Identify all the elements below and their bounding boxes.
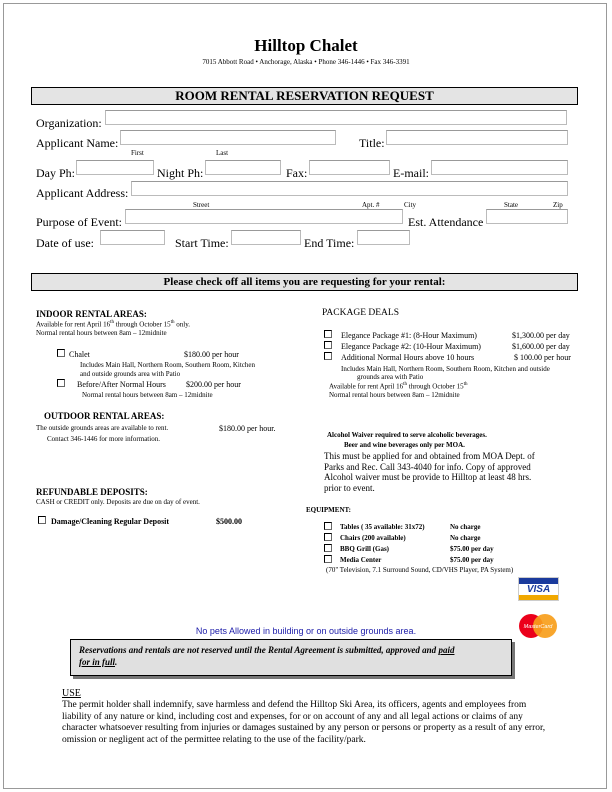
chalet-price: $180.00 per hour — [184, 350, 239, 359]
reservation-notice: Reservations and rentals are not reserved until the Rental Agreement is submitted, approved and paid for in full. — [70, 639, 512, 676]
damage-deposit-checkbox[interactable] — [38, 516, 46, 524]
applicant-address-label: Applicant Address: — [36, 186, 129, 200]
damage-deposit-price: $500.00 — [216, 517, 242, 526]
package-1-label: Elegance Package #1: (8-Hour Maximum) — [341, 331, 477, 340]
city-hint: City — [404, 201, 417, 209]
page-title: Hilltop Chalet — [254, 36, 358, 55]
package-2-checkbox[interactable] — [324, 341, 332, 349]
package-availability: Available for rent April 16th through October 15th — [329, 382, 468, 391]
chalet-desc-1: Includes Main Hall, Northern Room, Southern Room, Kitchen — [80, 361, 255, 369]
organization-label: Organization: — [36, 116, 102, 130]
package-desc-1: Includes Main Hall, Northern Room, Southern Room, Kitchen and outside — [341, 365, 550, 373]
alcohol-heading-2: Beer and wine beverages only per MOA. — [344, 441, 465, 449]
day-phone-field[interactable] — [76, 160, 154, 175]
state-hint: State — [504, 201, 518, 209]
package-desc-2: grounds area with Patio — [357, 373, 424, 381]
deposits-line-1: CASH or CREDIT only. Deposits are due on day of event. — [36, 498, 200, 506]
alcohol-heading-1: Alcohol Waiver required to serve alcoholic beverages. — [327, 431, 487, 439]
package-1-price: $1,300.00 per day — [512, 331, 570, 340]
additional-hours-price: $ 100.00 per hour — [514, 353, 571, 362]
mastercard-wordmark: MasterCard — [523, 624, 553, 630]
use-paragraph: The permit holder shall indemnify, save harmless and defend the Hilltop Ski Area, its officers, agents and employees from liability of any nature or kind, including cost and expenses, for or on account of any and all legal actions or claims of any character whatsoever resulting from injuries or damages sustained by any person or persons or property as a result of any error, omission or negligent act of the permittee relating to the use of the facility/park. — [62, 700, 546, 745]
zip-hint: Zip — [553, 201, 563, 209]
chairs-checkbox[interactable] — [324, 533, 332, 541]
chalet-label: Chalet — [69, 350, 90, 359]
start-time-label: Start Time: — [175, 236, 229, 250]
tables-label: Tables ( 35 available: 31x72) — [340, 523, 425, 531]
form-title-band: ROOM RENTAL RESERVATION REQUEST — [31, 87, 578, 105]
date-of-use-label: Date of use: — [36, 236, 94, 250]
additional-hours-checkbox[interactable] — [324, 352, 332, 360]
package-1-checkbox[interactable] — [324, 330, 332, 338]
additional-hours-label: Additional Normal Hours above 10 hours — [341, 353, 475, 362]
est-attendance-label: Est. Attendance — [408, 215, 484, 229]
packages-heading: PACKAGE DEALS — [322, 308, 399, 318]
bbq-checkbox[interactable] — [324, 544, 332, 552]
organization-field[interactable] — [105, 110, 567, 125]
media-center-checkbox[interactable] — [324, 555, 332, 563]
est-attendance-field[interactable] — [486, 209, 568, 224]
chalet-checkbox[interactable] — [57, 349, 65, 357]
night-phone-label: Night Ph: — [157, 166, 204, 180]
visa-logo: VISA — [518, 577, 559, 601]
media-center-label: Media Center — [340, 556, 382, 564]
applicant-address-field[interactable] — [131, 181, 568, 196]
before-after-hours: Normal rental hours between 8am – 12midnite — [82, 391, 213, 399]
media-center-desc: (70" Television, 7.1 Surround Sound, CD/VHS Player, PA System) — [326, 566, 514, 574]
end-time-label: End Time: — [304, 236, 355, 250]
no-pets-notice: No pets Allowed in building or on outside grounds area. — [195, 626, 417, 636]
media-center-price: $75.00 per day — [450, 556, 494, 564]
start-time-field[interactable] — [231, 230, 301, 245]
title-field[interactable] — [386, 130, 568, 145]
outdoor-line-2: Contact 346-1446 for more information. — [47, 435, 160, 443]
fax-field[interactable] — [309, 160, 390, 175]
outdoor-price: $180.00 per hour. — [219, 424, 276, 433]
tables-price: No charge — [450, 523, 481, 531]
damage-deposit-label: Damage/Cleaning Regular Deposit — [51, 517, 170, 526]
package-2-label: Elegance Package #2: (10-Hour Maximum) — [341, 342, 481, 351]
chairs-price: No charge — [450, 534, 481, 542]
purpose-label: Purpose of Event: — [36, 215, 122, 229]
outdoor-line-1: The outside grounds areas are available to rent. — [36, 424, 169, 432]
address-line: 7015 Abbott Road • Anchorage, Alaska • Phone 346-1446 • Fax 346-3391 — [202, 58, 410, 66]
date-of-use-field[interactable] — [100, 230, 165, 245]
last-name-hint: Last — [216, 149, 229, 157]
email-field[interactable] — [431, 160, 568, 175]
before-after-label: Before/After Normal Hours — [77, 380, 166, 389]
indoor-heading: INDOOR RENTAL AREAS: — [36, 309, 147, 319]
apt-hint: Apt. # — [362, 201, 380, 209]
indoor-hours: Normal rental hours between 8am – 12midnite — [36, 329, 167, 337]
title-label: Title: — [359, 136, 385, 150]
fax-label: Fax: — [286, 166, 308, 180]
day-phone-label: Day Ph: — [36, 166, 75, 180]
bbq-label: BBQ Grill (Gas) — [340, 545, 389, 553]
tables-checkbox[interactable] — [324, 522, 332, 530]
before-after-checkbox[interactable] — [57, 379, 65, 387]
first-name-hint: First — [131, 149, 144, 157]
use-heading: USE — [62, 688, 81, 699]
end-time-field[interactable] — [357, 230, 410, 245]
chalet-desc-2: and outside grounds area with Patio — [80, 370, 181, 378]
package-2-price: $1,600.00 per day — [512, 342, 570, 351]
equipment-heading: EQUIPMENT: — [306, 506, 351, 514]
applicant-name-label: Applicant Name: — [36, 136, 119, 150]
purpose-field[interactable] — [125, 209, 403, 224]
alcohol-paragraph: This must be applied for and obtained from MOA Dept. of Parks and Rec. Call 343-4040 for info. Copy of approved Alcohol waiver must be provide to Hilltop at least 48 hrs. prior to event. — [324, 451, 535, 493]
chairs-label: Chairs (200 available) — [340, 534, 406, 542]
before-after-price: $200.00 per hour — [186, 380, 241, 389]
street-hint: Street — [193, 201, 210, 209]
deposits-heading: REFUNDABLE DEPOSITS: — [36, 487, 148, 497]
package-hours: Normal rental hours between 8am – 12midnite — [329, 391, 460, 399]
indoor-availability: Available for rent April 16th through October 15th only. — [36, 320, 190, 329]
night-phone-field[interactable] — [205, 160, 281, 175]
checkoff-band: Please check off all items you are requesting for your rental: — [31, 273, 578, 291]
outdoor-heading: OUTDOOR RENTAL AREAS: — [44, 411, 165, 421]
applicant-name-field[interactable] — [120, 130, 336, 145]
bbq-price: $75.00 per day — [450, 545, 494, 553]
email-label: E-mail: — [393, 166, 429, 180]
